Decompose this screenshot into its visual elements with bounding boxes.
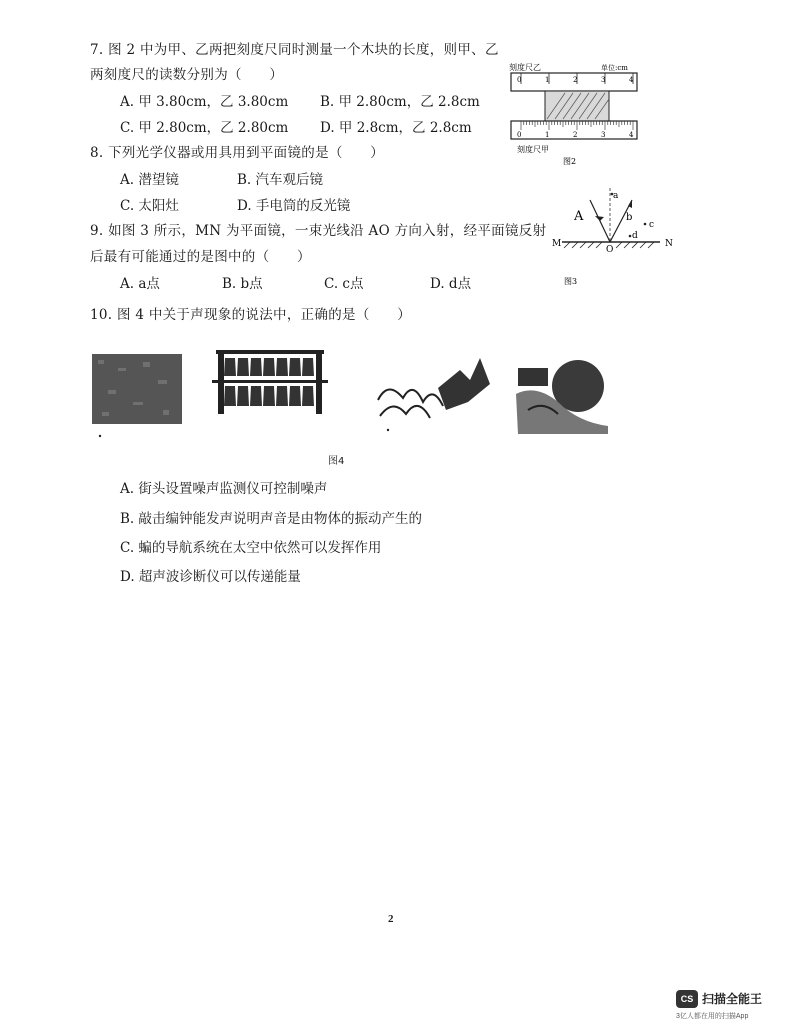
ruler-bottom-label: 刻度尺甲 [517,145,549,154]
figure-4-images [88,340,628,440]
q7-option-d: D. 甲 2.8cm，乙 2.8cm [320,120,472,136]
q10-option-c: C. 蝙的导航系统在太空中依然可以发挥作用 [120,540,382,556]
page-number: 2 [388,913,394,925]
q10-option-b: B. 敲击编钟能发声说明声音是由物体的振动产生的 [120,511,423,527]
q8-option-d: D. 手电筒的反光镜 [237,198,351,214]
label-d: d [632,231,638,241]
figure-2-rulers [505,60,645,170]
ultrasound-diagnostic-image [516,360,608,434]
label-N: N [665,239,673,249]
q10-option-a: A. 街头设置噪声监测仪可控制噪声 [120,481,328,497]
svg-text:0: 0 [517,131,522,139]
label-c: c [649,220,655,230]
svg-text:1: 1 [545,131,550,139]
q7-line1: 7. 图 2 中为甲、乙两把刻度尺同时测量一个木块的长度，则甲、乙 [90,42,499,58]
q9-line1: 9. 如图 3 所示，MN 为平面镜，一束光线沿 AO 方向入射，经平面镜反射 [90,223,547,239]
q7-option-c: C. 甲 2.80cm，乙 2.80cm [120,120,289,136]
scanner-logo-icon: CS [676,990,698,1008]
svg-text:2: 2 [573,76,578,84]
q8-text: 8. 下列光学仪器或用具用到平面镜的是（ ） [90,145,385,161]
label-O: O [606,245,614,255]
figure-3-mirror [550,180,680,290]
chime-bells-image [212,350,328,414]
svg-text:2: 2 [573,131,578,139]
figure-2-caption: 图2 [563,157,577,166]
figure-4-caption: 图4 [328,456,345,467]
q8-option-c: C. 太阳灶 [120,198,179,214]
q9-line2: 后最有可能通过的是图中的（ ） [90,249,311,265]
q9-option-b: B. b点 [222,276,263,292]
svg-text:3: 3 [601,76,606,84]
label-A: A [574,209,584,224]
q9-option-c: C. c点 [324,276,364,292]
q7-line2: 两刻度尺的读数分别为（ ） [90,67,284,83]
q10-option-d: D. 超声波诊断仪可以传递能量 [120,569,301,585]
q8-option-a: A. 潜望镜 [120,172,179,188]
label-M: M [552,239,562,249]
figure-3-caption: 图3 [564,277,578,286]
watermark-title: 扫描全能王 [702,992,763,1006]
svg-text:4: 4 [629,131,634,139]
svg-text:4: 4 [629,76,634,84]
svg-text:1: 1 [545,76,550,84]
watermark-subtitle: 3亿人都在用的扫描App [676,1013,749,1020]
q8-option-b: B. 汽车观后镜 [237,172,324,188]
unit-label: 单位:cm [601,64,628,72]
q7-option-b: B. 甲 2.80cm，乙 2.8cm [320,94,480,110]
q9-option-d: D. d点 [430,276,472,292]
wooden-block [545,91,609,121]
label-b: b [626,212,633,223]
label-a: a [613,191,619,201]
ruler-top-label: 刻度尺乙 [509,63,541,72]
bat-ultrasound-image [378,358,490,431]
svg-text:0: 0 [517,76,522,84]
svg-text:3: 3 [601,131,606,139]
q10-text: 10. 图 4 中关于声现象的说法中，正确的是（ ） [90,307,412,323]
q9-option-a: A. a点 [120,276,160,292]
q7-option-a: A. 甲 3.80cm，乙 3.80cm [120,94,289,110]
incident-arrow [595,216,604,221]
